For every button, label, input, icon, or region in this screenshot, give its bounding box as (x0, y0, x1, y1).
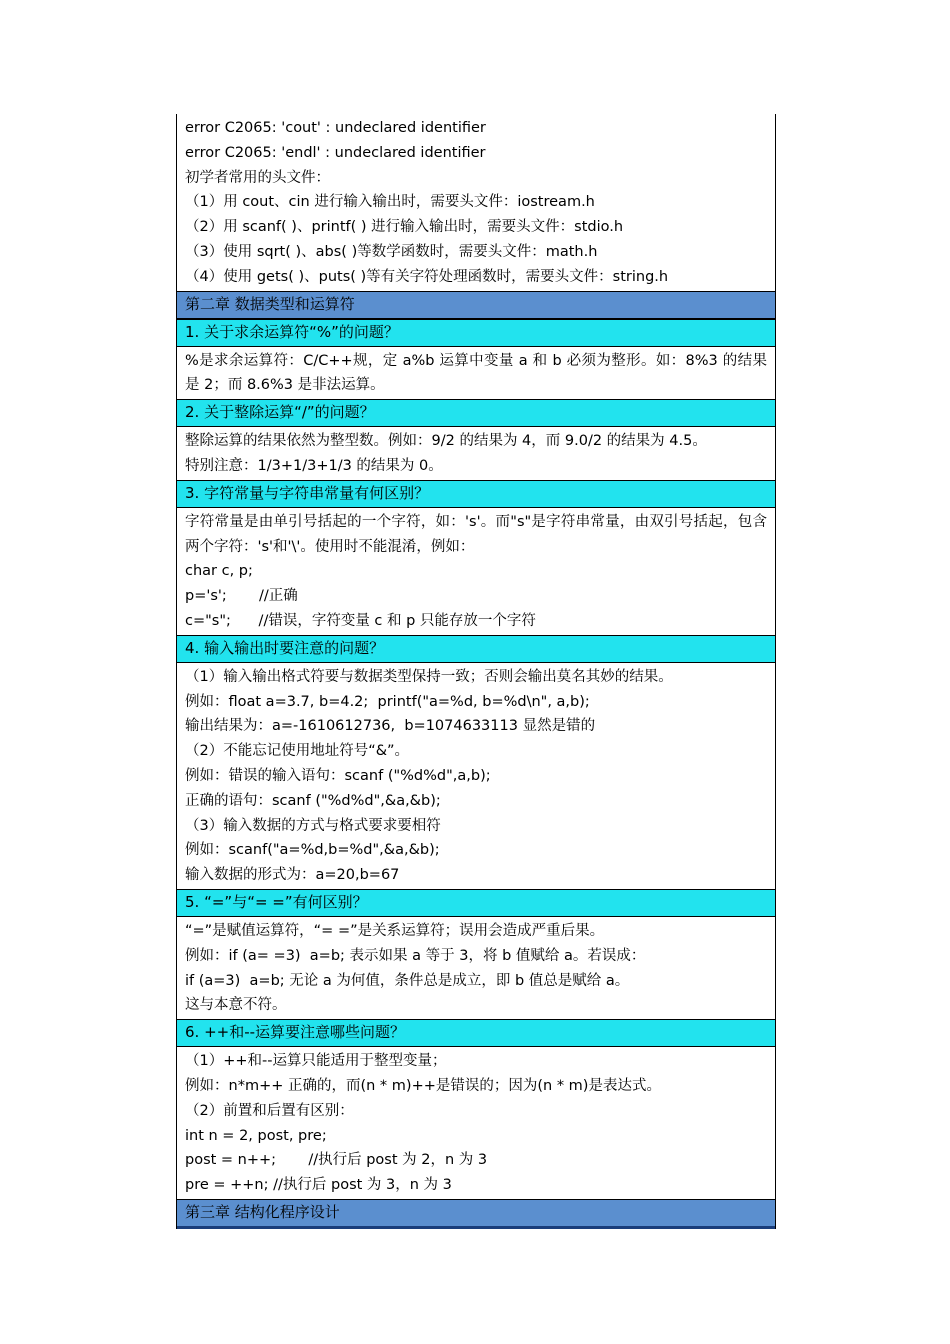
intro-line: （1）用 cout、cin 进行输入输出时，需要头文件：iostream.h (185, 194, 595, 211)
q6-line: 例如：n*m++ 正确的，而(n * m)++是错误的；因为(n * m)是表达式。 (185, 1077, 661, 1094)
q6-heading: 6. ++和--运算要注意哪些问题？ (177, 1019, 775, 1047)
q4-line: （2）不能忘记使用地址符号“&”。 (185, 743, 410, 760)
q4-line: 例如：scanf("a=%d,b=%d",&a,&b); (185, 842, 440, 859)
q4-body (177, 663, 775, 889)
q5-heading: 5. “=”与“= =”有何区别？ (177, 889, 775, 917)
q5-line: 这与本意不符。 (185, 997, 287, 1014)
q3-line: p='s'; //正确 (185, 588, 298, 605)
chapter-2-heading: 第二章 数据类型和运算符 (177, 291, 775, 319)
q4-line: 例如：错误的输入语句：scanf ("%d%d",a,b); (185, 767, 491, 784)
q2-heading: 2. 关于整除运算“/”的问题？ (177, 399, 775, 427)
q6-line: （2）前置和后置有区别： (185, 1102, 354, 1119)
q4-line: 输出结果为：a=-1610612736, b=1074633113 显然是错的 (185, 718, 596, 735)
q4-line: 正确的语句：scanf ("%d%d",&a,&b); (185, 792, 441, 809)
q2-line: 整除运算的结果依然为整型数。例如：9/2 的结果为 4，而 9.0/2 的结果为 4.5。 (185, 433, 707, 450)
q5-line: if (a=3) a=b; 无论 a 为何值，条件总是成立，即 b 值总是赋给 a。 (185, 972, 630, 989)
q1-body (177, 347, 775, 400)
intro-line: error C2065: 'cout' : undeclared identifier (185, 120, 486, 136)
intro-line: error C2065: 'endl' : undeclared identifier (185, 144, 486, 161)
q5-line: 例如：if (a= =3) a=b; 表示如果 a 等于 3，将 b 值赋给 a。若误成： (185, 947, 646, 964)
q6-line: （1）++和--运算只能适用于整型变量； (185, 1053, 447, 1070)
q6-body (177, 1047, 775, 1199)
q6-line: post = n++; //执行后 post 为 2，n 为 3 (185, 1152, 488, 1169)
q3-body (177, 508, 775, 635)
q3-line: c="s"; //错误，字符变量 c 和 p 只能存放一个字符 (185, 612, 536, 629)
q4-line: 输入数据的形式为：a=20,b=67 (185, 867, 400, 884)
chapter-3-heading: 第三章 结构化程序设计 (177, 1199, 775, 1229)
q4-line: （3）输入数据的方式与格式要求要相符 (185, 817, 441, 834)
q3-heading: 3. 字符常量与字符串常量有何区别？ (177, 480, 775, 508)
intro-line: （3）使用 sqrt( )、abs( )等数学函数时，需要头文件：math.h (185, 243, 598, 260)
q6-line: pre = ++n; //执行后 post 为 3，n 为 3 (185, 1177, 452, 1194)
q4-heading: 4. 输入输出时要注意的问题？ (177, 635, 775, 663)
q2-line: 特别注意：1/3+1/3+1/3 的结果为 0。 (185, 457, 443, 474)
q1-heading: 1. 关于求余运算符“%”的问题？ (177, 319, 775, 347)
intro-line: 初学者常用的头文件： (185, 169, 330, 186)
intro-line: （2）用 scanf( )、printf( ) 进行输入输出时，需要头文件：stdio.h (185, 219, 624, 236)
q5-line: “=”是赋值运算符，“= =”是关系运算符；误用会造成严重后果。 (185, 922, 605, 939)
q4-line: （1）输入输出格式符要与数据类型保持一致；否则会输出莫名其妙的结果。 (185, 668, 673, 685)
intro-line: （4）使用 gets( )、puts( )等有关字符处理函数时，需要头文件：string.h (185, 268, 669, 285)
q1-paragraph: %是求余运算符：C/C++规，定 a%b 运算中变量 a 和 b 必须为整形。如：8%3 的结果是 2；而 8.6%3 是非法运算。 (185, 352, 767, 394)
q6-line: int n = 2, post, pre; (185, 1127, 327, 1144)
notes-table (176, 114, 776, 1229)
q5-body (177, 917, 775, 1019)
intro-block (177, 114, 775, 291)
q2-body (177, 427, 775, 480)
q4-line: 例如：float a=3.7, b=4.2; printf("a=%d, b=%d\n", a,b); (185, 693, 590, 710)
q3-paragraph: 字符常量是由单引号括起的一个字符，如：'s'。而"s"是字符串常量，由双引号括起，包含两个字符：'s'和'\'。使用时不能混淆，例如： (185, 513, 767, 555)
q3-line: char c, p; (185, 563, 253, 580)
